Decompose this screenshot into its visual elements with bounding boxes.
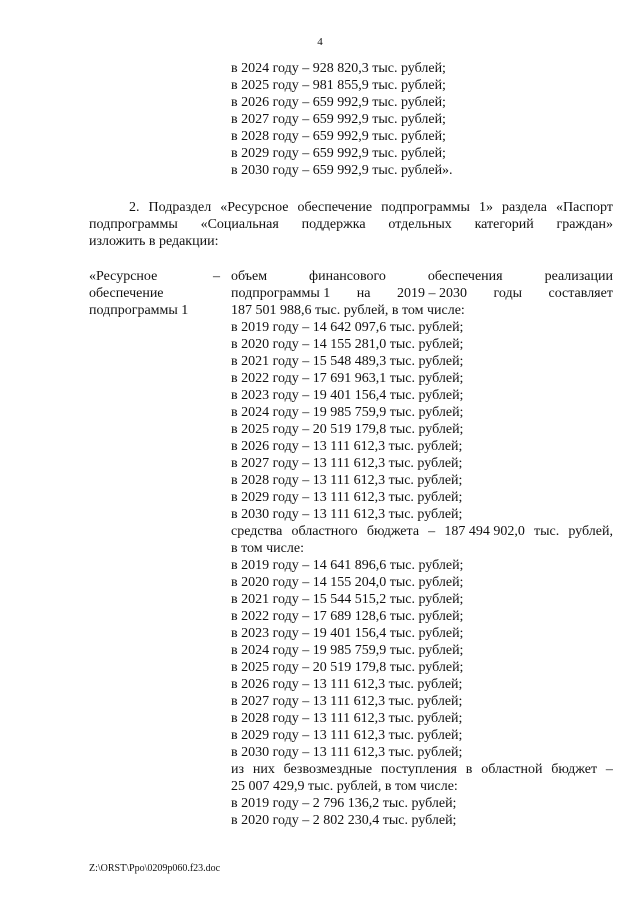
word: подпрограммы 1 bbox=[231, 286, 331, 301]
content-line: в 2028 году – 13 111 612,3 тыс. рублей; bbox=[231, 711, 463, 726]
content-line: в 2030 году – 13 111 612,3 тыс. рублей; bbox=[231, 507, 463, 522]
content-line: в 2026 году – 13 111 612,3 тыс. рублей; bbox=[231, 677, 463, 692]
word: 2019 – 2030 bbox=[396, 286, 467, 301]
list-item: в 2028 году – 659 992,9 тыс. рублей; bbox=[231, 129, 446, 144]
content-line: в 2029 году – 13 111 612,3 тыс. рублей; bbox=[231, 490, 463, 505]
funding-continuation-list bbox=[231, 60, 453, 179]
word: «Социальная bbox=[200, 217, 279, 232]
word: обеспечения bbox=[427, 269, 503, 284]
word: рублей, bbox=[568, 524, 613, 539]
word: «Ресурсное bbox=[220, 200, 289, 215]
word: поступления bbox=[380, 762, 457, 777]
word: бюджет bbox=[551, 762, 598, 777]
word: средства bbox=[231, 524, 283, 539]
content-line bbox=[231, 523, 613, 540]
separator-dash: – bbox=[213, 269, 220, 284]
content-line: в том числе: bbox=[231, 541, 304, 556]
word: на bbox=[356, 286, 371, 301]
word: подпрограммы bbox=[381, 200, 470, 215]
paragraph-line bbox=[89, 216, 613, 233]
list-item: в 2025 году – 981 855,9 тыс. рублей; bbox=[231, 78, 446, 93]
label-line: обеспечение bbox=[89, 286, 164, 301]
word: категорий bbox=[474, 217, 534, 232]
word: из bbox=[231, 762, 245, 777]
content-line: в 2025 году – 20 519 179,8 тыс. рублей; bbox=[231, 422, 464, 437]
word: «Паспорт bbox=[556, 200, 613, 215]
page-number: 4 bbox=[317, 36, 323, 48]
content-line: 25 007 429,9 тыс. рублей, в том числе: bbox=[231, 779, 458, 794]
content-line: в 2029 году – 13 111 612,3 тыс. рублей; bbox=[231, 728, 463, 743]
label-line: «Ресурсное bbox=[89, 269, 158, 284]
paragraph-line bbox=[89, 233, 613, 250]
content-line: в 2020 году – 14 155 281,0 тыс. рублей; bbox=[231, 337, 464, 352]
word: тыс. bbox=[533, 524, 560, 539]
word: них bbox=[252, 762, 275, 777]
word: обеспечение bbox=[297, 200, 373, 215]
content-line bbox=[231, 268, 613, 285]
word: – bbox=[428, 524, 436, 539]
paragraph-line bbox=[89, 199, 613, 216]
list-item: в 2030 году – 659 992,9 тыс. рублей». bbox=[231, 163, 453, 178]
word: – bbox=[605, 762, 613, 777]
word: 1» bbox=[478, 200, 493, 215]
content-line: в 2023 году – 19 401 156,4 тыс. рублей; bbox=[231, 388, 464, 403]
list-item: в 2029 году – 659 992,9 тыс. рублей; bbox=[231, 146, 446, 161]
word: областного bbox=[291, 524, 358, 539]
word: финансового bbox=[309, 269, 386, 284]
content-line: 187 501 988,6 тыс. рублей, в том числе: bbox=[231, 303, 465, 318]
word: бюджета bbox=[366, 524, 420, 539]
list-item: в 2024 году – 928 820,3 тыс. рублей; bbox=[231, 61, 446, 76]
word: Подраздел bbox=[148, 200, 212, 215]
content-line: в 2019 году – 14 641 896,6 тыс. рублей; bbox=[231, 558, 464, 573]
content-line bbox=[231, 761, 613, 778]
document-file-path: Z:\ORST\Ppo\0209p060.f23.doc bbox=[89, 863, 221, 874]
list-item: в 2026 году – 659 992,9 тыс. рублей; bbox=[231, 95, 446, 110]
content-line: в 2027 году – 13 111 612,3 тыс. рублей; bbox=[231, 694, 463, 709]
word: подпрограммы bbox=[89, 217, 178, 232]
content-line: в 2030 году – 13 111 612,3 тыс. рублей; bbox=[231, 745, 463, 760]
amendment-paragraph bbox=[89, 199, 613, 250]
word: 187 494 902,0 bbox=[444, 524, 525, 539]
word: годы bbox=[493, 286, 522, 301]
word: изложить в редакции: bbox=[89, 234, 219, 249]
word: 2. bbox=[129, 200, 140, 215]
content-line: в 2024 году – 19 985 759,9 тыс. рублей; bbox=[231, 643, 464, 658]
content-line: в 2019 году – 2 796 136,2 тыс. рублей; bbox=[231, 796, 457, 811]
content-line: в 2027 году – 13 111 612,3 тыс. рублей; bbox=[231, 456, 463, 471]
content-line: в 2025 году – 20 519 179,8 тыс. рублей; bbox=[231, 660, 464, 675]
word: безвозмездные bbox=[283, 762, 373, 777]
resource-section-content bbox=[231, 268, 613, 829]
content-line bbox=[231, 285, 613, 302]
word: объем bbox=[231, 269, 268, 284]
content-line: в 2020 году – 2 802 230,4 тыс. рублей; bbox=[231, 813, 457, 828]
word: поддержка bbox=[301, 217, 366, 232]
label-line: подпрограммы 1 bbox=[89, 303, 189, 318]
content-line: в 2022 году – 17 689 128,6 тыс. рублей; bbox=[231, 609, 464, 624]
content-line: в 2022 году – 17 691 963,1 тыс. рублей; bbox=[231, 371, 464, 386]
word: в bbox=[465, 762, 473, 777]
content-line: в 2021 году – 15 544 515,2 тыс. рублей; bbox=[231, 592, 464, 607]
word: отдельных bbox=[388, 217, 452, 232]
content-line: в 2023 году – 19 401 156,4 тыс. рублей; bbox=[231, 626, 464, 641]
content-line: в 2028 году – 13 111 612,3 тыс. рублей; bbox=[231, 473, 463, 488]
word: областной bbox=[481, 762, 543, 777]
content-line: в 2021 году – 15 548 489,3 тыс. рублей; bbox=[231, 354, 464, 369]
list-item: в 2027 году – 659 992,9 тыс. рублей; bbox=[231, 112, 446, 127]
word: составляет bbox=[548, 286, 613, 301]
resource-section-label bbox=[89, 268, 199, 319]
content-line: в 2019 году – 14 642 097,6 тыс. рублей; bbox=[231, 320, 464, 335]
content-line: в 2020 году – 14 155 204,0 тыс. рублей; bbox=[231, 575, 464, 590]
content-line: в 2024 году – 19 985 759,9 тыс. рублей; bbox=[231, 405, 464, 420]
content-line: в 2026 году – 13 111 612,3 тыс. рублей; bbox=[231, 439, 463, 454]
word: раздела bbox=[501, 200, 547, 215]
word: граждан» bbox=[556, 217, 613, 232]
word: реализации bbox=[544, 269, 613, 284]
